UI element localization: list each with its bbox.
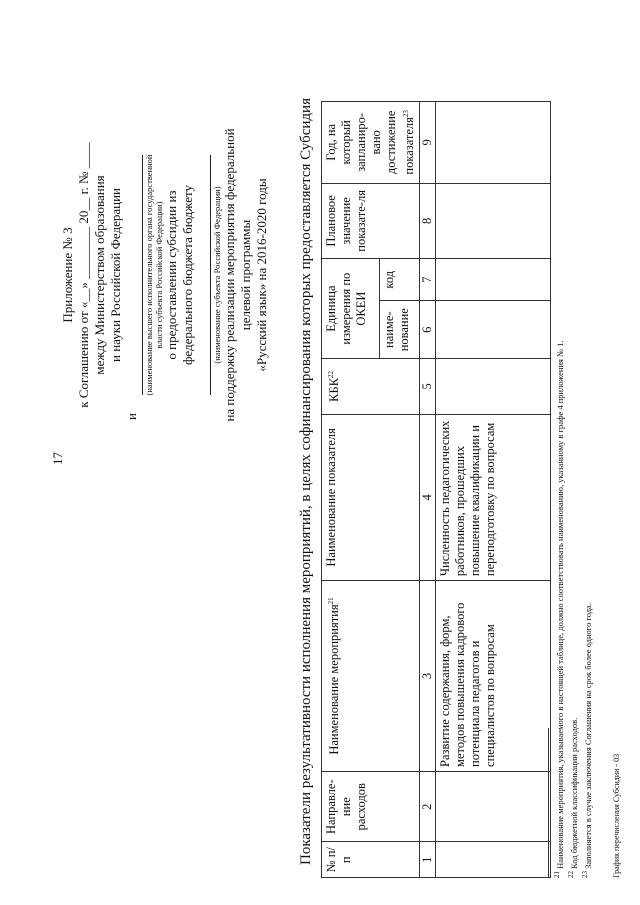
footer-label: График перечисления Субсидии - 03 (612, 753, 621, 878)
table-row (436, 102, 551, 878)
page-number: 17 (50, 452, 65, 465)
footnote (580, 98, 594, 878)
header-year-label: Год, на который запланиро-вано достижение показателя (324, 110, 417, 175)
executive-caption-1: (наименование высшего исполнительного органа государственной (144, 154, 154, 396)
header-kbk-label: КБК (327, 377, 342, 402)
purpose-line-1: на поддержку реализации мероприятия федеральной (222, 128, 237, 422)
column-number: 3 (420, 581, 436, 772)
header-event-sup: 21 (327, 597, 335, 605)
cell-planned (436, 183, 551, 258)
header-year (322, 102, 420, 184)
header-year-sup: 23 (402, 110, 410, 118)
column-number: 6 (420, 301, 436, 359)
purpose-line-2: целевой программы (238, 219, 253, 331)
header-no: № п/п (322, 842, 420, 878)
footnote-text: Наименование мероприятия, указываемого в настоящей таблице, должно соответствовать наименованию, указанному в графе 4 приложения № 1. (554, 340, 565, 869)
header-kbk-sup: 22 (327, 370, 335, 378)
column-number: 5 (420, 359, 436, 414)
annex-title: Приложение № 3 (60, 227, 75, 323)
column-number: 9 (420, 102, 436, 184)
subsidy-line-1: о предоставлении субсидии из (164, 190, 179, 360)
between-line-2: и науки Российской Федерации (108, 188, 123, 363)
header-unit-name: наиме-нование (379, 301, 419, 359)
cell-year (436, 102, 551, 184)
header-unit: Единица измерения по ОКЕИ (322, 259, 380, 359)
annex-header (60, 110, 270, 440)
cell-event: Развитие содержания, форм, методов повышения кадрового потенциала педагогов и специалистов по вопросам (436, 581, 551, 772)
between-line-1: между Министерством образования (92, 175, 107, 375)
footnote (566, 98, 580, 878)
footnote-number: 21 (553, 871, 561, 878)
footnote-text: Код бюджетной классификации расходов. (568, 717, 579, 869)
column-number: 2 (420, 771, 436, 842)
column-number: 7 (420, 259, 436, 301)
executive-caption-2: власти субъекта Российской Федерации) (154, 201, 164, 349)
footnote-number: 22 (566, 871, 575, 878)
column-number: 8 (420, 183, 436, 258)
header-direction: Направле-ние расходов (322, 771, 420, 842)
header-indicator: Наименование показателя (322, 414, 420, 580)
header-kbk (322, 359, 420, 414)
cell-kbk (436, 359, 551, 414)
column-number: 1 (420, 842, 436, 878)
executive-rule (142, 155, 143, 395)
indicators-table (321, 101, 551, 878)
subject-caption: (наименование субъекта Российской Федерации) (212, 186, 222, 364)
column-number: 4 (420, 414, 436, 580)
table-title: Показатели результативности исполнения мероприятий, в целях софинансирования которых предоставляется Субсидия (298, 98, 314, 865)
cell-indicator: Численность педагогических работников, прошедших повышение квалификации и переподготовку по вопросам (436, 414, 551, 580)
header-planned: Плановое значение показате-ля (322, 183, 420, 258)
footnote-text: Заполняется в случае заключения Соглашения на срок более одного года. (582, 603, 593, 869)
agreement-line: к Соглашению от «__» ________ 20__ г. № ____ (76, 142, 91, 408)
purpose-line-3: «Русский язык» на 2016-2020 годы (254, 178, 269, 372)
and-label: и (124, 413, 139, 420)
header-event-label: Наименование мероприятия (327, 604, 342, 755)
footnote-separator (548, 728, 549, 878)
header-event (322, 581, 420, 772)
footnote (552, 98, 566, 878)
cell-direction (436, 771, 551, 842)
header-unit-code: код (379, 259, 419, 301)
footnote-number: 23 (580, 871, 589, 878)
footnotes (548, 98, 593, 878)
cell-unit-name (436, 301, 551, 359)
subsidy-line-2: федерального бюджета бюджету (180, 185, 195, 366)
cell-unit-code (436, 259, 551, 301)
cell-no (436, 842, 551, 878)
subject-rule (210, 155, 211, 395)
header-row (322, 102, 380, 878)
column-number-row (420, 102, 436, 878)
